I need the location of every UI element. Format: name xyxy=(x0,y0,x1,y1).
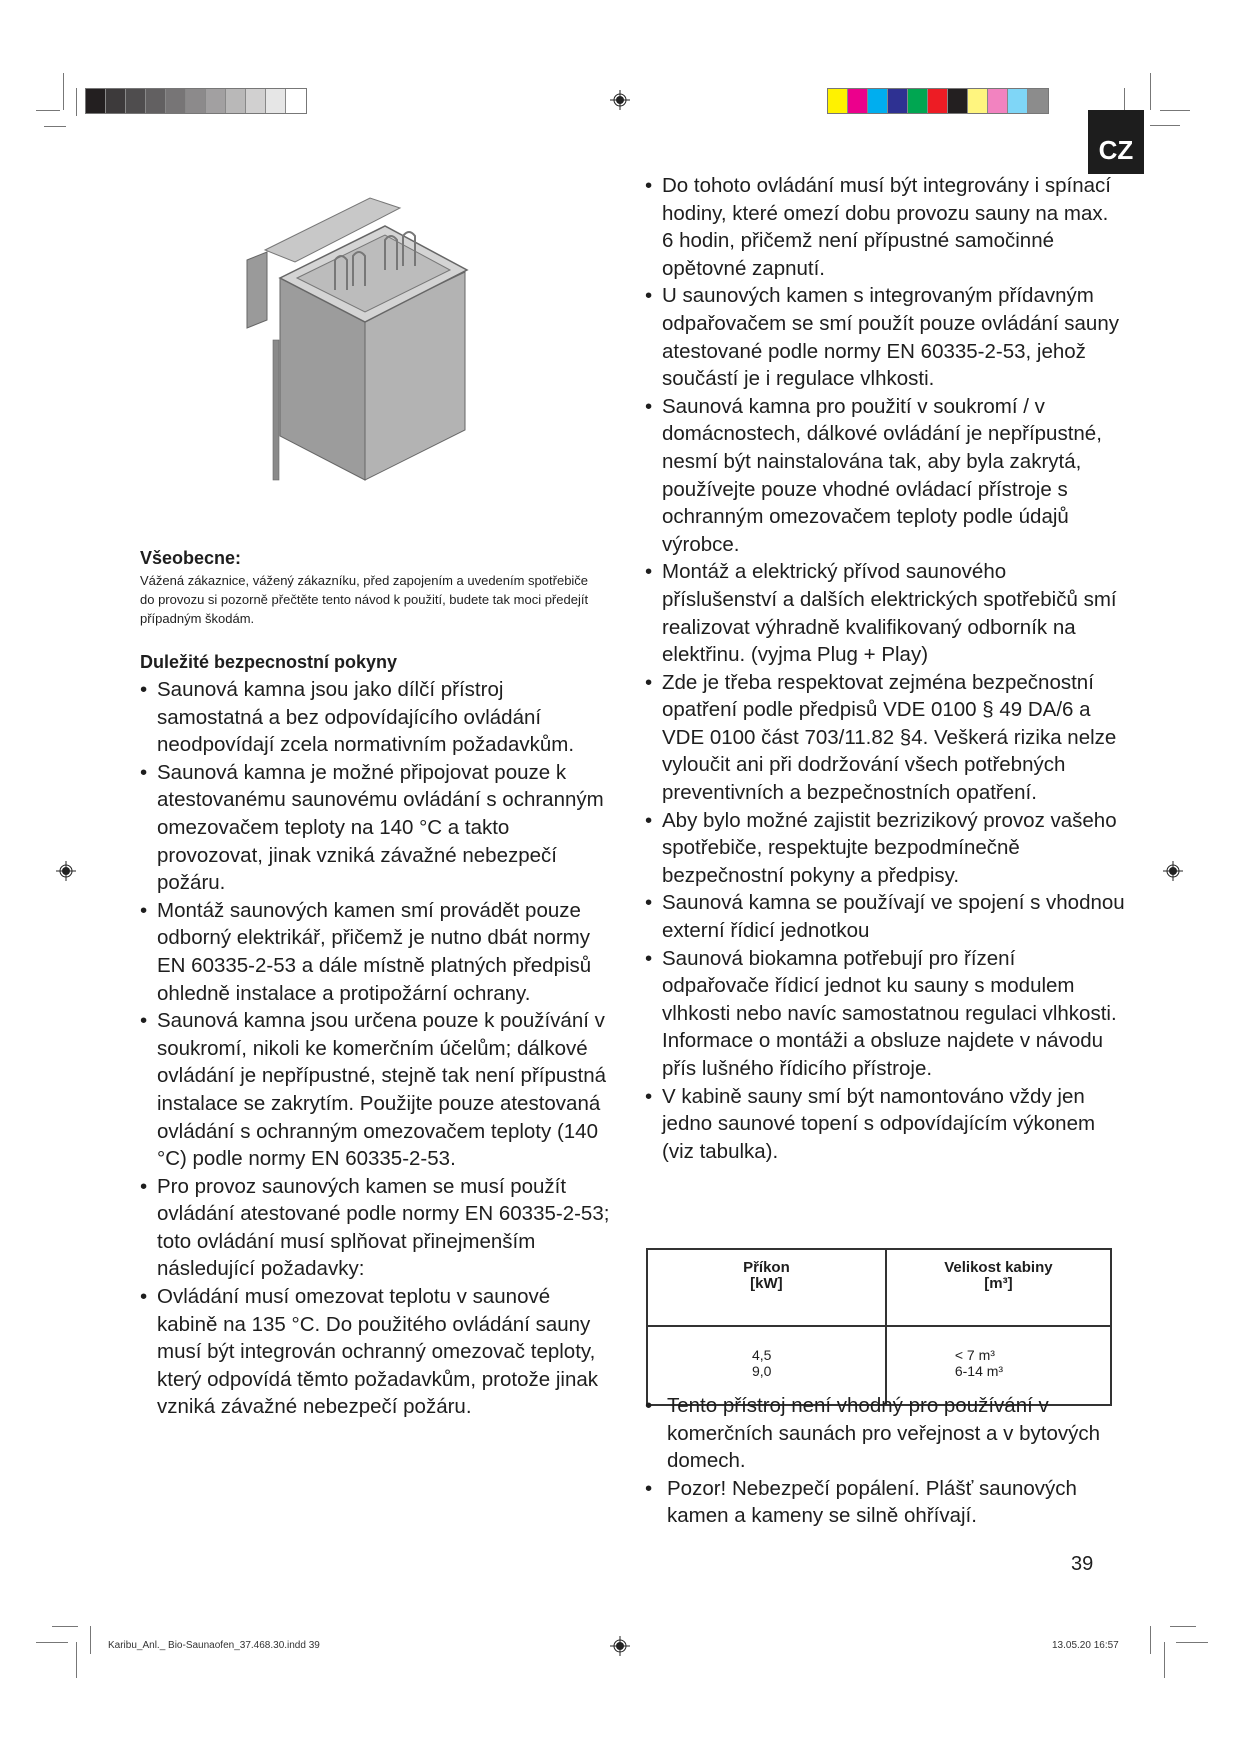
crop-mark xyxy=(1150,1626,1151,1654)
crop-mark xyxy=(76,88,77,116)
color-swatch xyxy=(146,89,166,113)
registration-mark-icon xyxy=(610,90,630,110)
crop-mark xyxy=(90,1626,91,1654)
list-item: • Pozor! Nebezpečí popálení. Plášť saunových kamen a kameny se silně ohřívají. xyxy=(645,1475,1125,1530)
crop-mark xyxy=(1150,125,1180,126)
table-header-row xyxy=(647,1249,1111,1326)
crop-mark xyxy=(36,110,60,111)
crop-mark xyxy=(1164,1642,1165,1678)
color-swatch xyxy=(266,89,286,113)
color-swatch xyxy=(166,89,186,113)
sauna-heater-illustration xyxy=(235,180,470,490)
color-swatch xyxy=(206,89,226,113)
crop-mark xyxy=(63,73,64,110)
color-swatch xyxy=(968,89,988,113)
color-swatch xyxy=(1008,89,1028,113)
power-cabin-size-table xyxy=(646,1248,1112,1406)
color-swatch xyxy=(246,89,266,113)
color-swatch xyxy=(848,89,868,113)
list-item: • Montáž a elektrický přívod saunového příslušenství a dalších elektrických spotřebičů smí realizovat výhradně kvalifikovaný odborník na elektřinu. (vyjma Plug + Play) xyxy=(645,558,1125,668)
list-item: • Saunová biokamna potřebují pro řízení odpařovače řídicí jednot ku sauny s modulem vlhkosti nebo navíc samostatnou regulaci vlhkosti. Informace o montáži a obsluze najdete v návodu přís lušného řídicího přístroje. xyxy=(645,945,1125,1083)
color-swatch xyxy=(286,89,306,113)
color-swatch xyxy=(226,89,246,113)
list-item: • Montáž saunových kamen smí provádět pouze odborný elektrikář, přičemž je nutno dbát normy EN 60335-2-53 a dále místně platných předpisů ohledně instalace a protipožární ochrany. xyxy=(140,897,610,1007)
color-swatch xyxy=(868,89,888,113)
color-swatch xyxy=(1028,89,1048,113)
right-safety-list xyxy=(645,172,1125,1165)
registration-mark-icon xyxy=(56,861,76,881)
list-item: • Zde je třeba respektovat zejména bezpečnostní opatření podle předpisů VDE 0100 § 49 DA/6 a VDE 0100 část 703/11.82 §4. Veškerá rizika nelze vyloučit ani při dodržování všech potřebných preventivních a bezpečnostních opatření. xyxy=(645,669,1125,807)
process-color-bar xyxy=(827,88,1049,114)
left-safety-list-container xyxy=(140,676,610,1421)
after-table-list xyxy=(645,1392,1125,1530)
crop-mark xyxy=(44,126,66,127)
color-swatch xyxy=(126,89,146,113)
list-item: • Saunová kamna jsou určena pouze k používání v soukromí, nikoli ke komerčním účelům; dálkové ovládání je nepřípustné, stejně tak není přípustná instalace se zakrytím. Použijte pouze atestovaná ovládání s ochranným omezovačem teploty (140 °C) podle normy EN 60335-2-53. xyxy=(140,1007,610,1173)
list-item: • Saunová kamna jsou jako dílčí přístroj samostatná a bez odpovídajícího ovládání neodpovídají zcela normativním požadavkům. xyxy=(140,676,610,759)
crop-mark xyxy=(52,1626,78,1627)
safety-heading: Duležité bezpecnostní pokyny xyxy=(140,652,398,672)
list-item: • Saunová kamna je možné připojovat pouze k atestovanému saunovému ovládání s ochranným omezovačem teploty na 140 °C a takto provozovat, jinak vzniká závažné nebezpečí požáru. xyxy=(140,759,610,897)
list-item: • U saunových kamen s integrovaným přídavným odpařovačem se smí použít pouze ovládání sauny atestované podle normy EN 60335-2-53, jehož součástí je i regulace vlhkosti. xyxy=(645,282,1125,392)
color-swatch xyxy=(186,89,206,113)
cabin-size-values-cell: < 7 m³ 6-14 m³ xyxy=(886,1326,1111,1405)
grayscale-color-bar xyxy=(85,88,307,114)
page-number: 39 xyxy=(1071,1553,1094,1575)
language-badge: CZ xyxy=(1088,110,1144,174)
header-power: Příkon [kW] xyxy=(647,1249,886,1326)
crop-mark xyxy=(36,1642,68,1643)
crop-mark xyxy=(1176,1642,1208,1643)
registration-mark-icon xyxy=(610,1636,630,1656)
list-item: • Pro provoz saunových kamen se musí použít ovládání atestované podle normy EN 60335-2-53; toto ovládání musí splňovat přinejmenším následující požadavky: xyxy=(140,1173,610,1283)
color-swatch xyxy=(988,89,1008,113)
list-item: • Do tohoto ovládání musí být integrovány i spínací hodiny, které omezí dobu provozu sauny na max. 6 hodin, přičemž není přípustné samočinné opětovné zapnutí. xyxy=(645,172,1125,282)
general-heading: Všeobecne: xyxy=(140,548,242,568)
crop-mark xyxy=(1150,73,1151,110)
color-swatch xyxy=(908,89,928,113)
color-swatch xyxy=(828,89,848,113)
color-swatch xyxy=(928,89,948,113)
footer-file-name: Karibu_Anl._ Bio-Saunaofen_37.468.30.indd 39 xyxy=(108,1640,320,1651)
color-swatch xyxy=(888,89,908,113)
left-safety-list xyxy=(140,676,610,1421)
general-intro-text: Vážená zákaznice, vážený zákazníku, před zapojením a uvedením spotřebiče do provozu si pozorně přečtěte tento návod k použití, budete tak moci předejít případným škodám. xyxy=(140,573,589,626)
crop-mark xyxy=(1160,110,1190,111)
color-swatch xyxy=(86,89,106,113)
list-item: • V kabině sauny smí být namontováno vždy jen jedno saunové topení s odpovídajícím výkonem (viz tabulka). xyxy=(645,1083,1125,1166)
list-item: • Aby bylo možné zajistit bezrizikový provoz vašeho spotřebiče, respektujte bezpodmínečně bezpečnostní pokyny a předpisy. xyxy=(645,807,1125,890)
color-swatch xyxy=(948,89,968,113)
list-item: • Saunová kamna se používají ve spojení s vhodnou externí řídicí jednotkou xyxy=(645,889,1125,944)
after-table-list-container xyxy=(645,1392,1125,1530)
list-item: • Tento přístroj není vhodný pro používání v komerčních saunách pro veřejnost a v bytových domech. xyxy=(645,1392,1125,1475)
right-safety-list-container xyxy=(645,172,1125,1165)
registration-mark-icon xyxy=(1163,861,1183,881)
crop-mark xyxy=(76,1642,77,1678)
list-item: • Ovládání musí omezovat teplotu v saunové kabině na 135 °C. Do použitého ovládání sauny musí být integrován ochranný omezovač teploty, který odpovídá těmto požadavkům, protože jinak vzniká závažné nebezpečí požáru. xyxy=(140,1283,610,1421)
header-cabin-size: Velikost kabiny [m³] xyxy=(886,1249,1111,1326)
color-swatch xyxy=(106,89,126,113)
list-item: • Saunová kamna pro použití v soukromí / v domácnostech, dálkové ovládání je nepřípustné, nesmí být nainstalována tak, aby byla zakrytá, používejte pouze vhodné ovládací přístroje s ochranným omezovačem teploty podle údajů výrobce. xyxy=(645,393,1125,559)
footer-date-time: 13.05.20 16:57 xyxy=(1052,1640,1119,1651)
power-values-cell: 4,5 9,0 xyxy=(647,1326,886,1405)
crop-mark xyxy=(1170,1626,1196,1627)
